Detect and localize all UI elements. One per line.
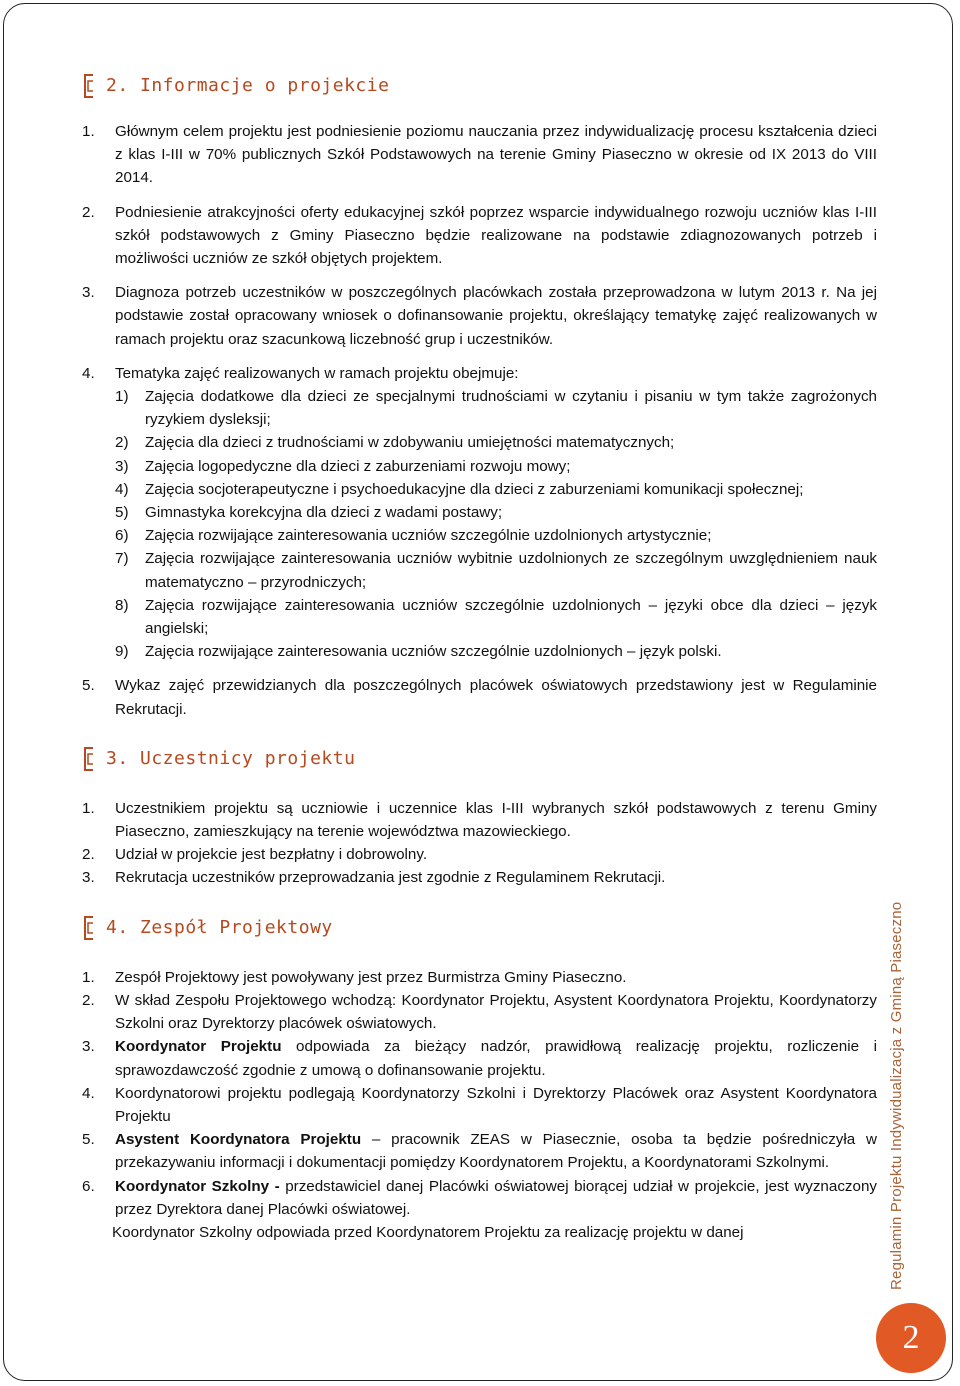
side-caption: Regulamin Projektu Indywidualizacja z Gminą Piaseczno [888,901,905,1290]
list-item: 2. Udział w projekcie jest bezpłatny i dobrowolny. [82,846,428,864]
section-heading-zespol [82,912,877,944]
list-item: 2. W skład Zespołu Projektowego wchodzą: Koordynator Projektu, Asystent Koordynatora Projektu, Koordynatorzy Szkolni oraz Dyrektorzy placówek oświatowych. [82,991,877,1033]
heading-bracket-icon [82,73,96,99]
section-title: 3. Uczestnicy projektu [106,748,356,770]
list-item: 3. Koordynator Projektu odpowiada za bieżący nadzór, prawidłową realizację projektu, rozliczenie i sprawozdawczość zgodnie z umową o dofinansowanie projektu. [82,1038,877,1079]
section-title: 4. Zespół Projektowy [106,917,333,939]
page-number-badge: 2 [876,1303,946,1373]
list-item: 6. Koordynator Szkolny - przedstawiciel danej Placówki oświatowej biorącej udział w projekcie, jest wyznaczony przez Dyrektora danej Placówki oświatowej. [82,1177,877,1218]
sub-list-item: 2) Zajęcia dla dzieci z trudnościami w zdobywaniu umiejętności matematycznych; [115,434,675,452]
list-item: 3. Rekrutacja uczestników przeprowadzania jest zgodnie z Regulaminem Rekrutacji. [82,869,666,887]
sub-list-item: 7) Zajęcia rozwijające zainteresowania uczniów wybitnie uzdolnionych ze szczególnym uwzględnieniem nauk matematyczno – przyrodniczych; [115,550,877,591]
list-item: 1. Zespół Projektowy jest powoływany jest przez Burmistrza Gminy Piaseczno. [82,968,627,986]
list-item: 5. Asystent Koordynatora Projektu – pracownik ZEAS w Piasecznie, osoba ta będzie pośredniczyła w przekazywaniu informacji i dokumentacji pomiędzy Koordynatorem Projektu, a Koordynatorami Szkolnymi. [82,1131,877,1172]
list-item: 1. Głównym celem projektu jest podniesienie poziomu nauczania przez indywidualizację procesu kształcenia dzieci z klas I-III w 70% publicznych Szkół Podstawowych na terenie Gminy Piaseczno w okresie od IX 2013 do VIII 2014. [82,123,877,187]
sub-list-item: 8) Zajęcia rozwijające zainteresowania uczniów szczególnie uzdolnionych – języki obce dla dzieci – język angielski; [115,596,877,638]
list-item: 2. Podniesienie atrakcyjności oferty edukacyjnej szkół poprzez wsparcie indywidualnego rozwoju uczniów klas I-III szkół podstawowych z Gminy Piaseczno będzie realizowane na podstawie zdiagnozowanych potrzeb i możliwości uczniów ze szkół objętych projektem. [82,203,877,268]
sub-list-item: 5) Gimnastyka korekcyjna dla dzieci z wadami postawy; [115,504,503,522]
heading-bracket-icon [82,915,96,941]
section-heading-informacje [82,70,877,102]
section-heading-uczestnicy [82,743,877,775]
sub-list-item: 6) Zajęcia rozwijające zainteresowania uczniów szczególnie uzdolnionych artystycznie; [115,527,712,545]
list-item: 5. Wykaz zajęć przewidzianych dla poszczególnych placówek oświatowych przedstawiony jest w Regulaminie Rekrutacji. [82,677,877,718]
sub-list-item: 3) Zajęcia logopedyczne dla dzieci z zaburzeniami rozwoju mowy; [115,457,571,475]
section-title: 2. Informacje o projekcie [106,75,390,97]
sub-list-item: 1) Zajęcia dodatkowe dla dzieci ze specjalnymi trudnościami w czytaniu i pisaniu w tym także zagrożonych ryzykiem dysleksji; [115,388,877,429]
list-item: 1. Uczestnikiem projektu są uczniowie i uczennice klas I-III wybranych szkół podstawowych z terenu Gminy Piaseczno, zamieszkujący na terenie województwa mazowieckiego. [82,799,877,841]
heading-bracket-icon [82,746,96,772]
document-body [82,70,877,1244]
list-item: 3. Diagnoza potrzeb uczestników w poszczególnych placówkach została przeprowadzona w lutym 2013 r. Na jej podstawie został opracowany wniosek o dofinansowanie projektu, określający tematykę zajęć realizowanych w ramach projektu oraz szacunkową liczebność grup i uczestników. [82,284,877,348]
sub-list-item: 4) Zajęcia socjoterapeutyczne i psychoedukacyjne dla dzieci z zaburzeniami komunikacji społecznej; [115,480,804,498]
list-item: 4. Tematyka zajęć realizowanych w ramach projektu obejmuje: 1) Zajęcia dodatkowe dla dzieci ze specjalnymi trudnościami w czytaniu i pisaniu w tym także zagrożonych ryzykiem dysleksji; 2) Zajęcia dla dzieci z trudnościami w zdobywaniu umiejętności matematycznych; 3) Zajęcia logopedyczne dla dzieci z zaburzeniami rozwoju mowy; 4) Zajęcia socjoterapeutyczne i psychoedukacyjne dla dzieci z zaburzeniami komunikacji społecznej; 5) Gimnastyka korekcyjna dla dzieci z wadami postawy; 6) Zajęcia rozwijające zainteresowania uczniów szczególnie uzdolnionych artystycznie; 7) Zajęcia rozwijające zainteresowania uczniów wybitnie uzdolnionych ze szczególnym uwzględnieniem nauk matematyczno – przyrodniczych; 8) Zajęcia rozwijające zainteresowania uczniów szczególnie uzdolnionych – języki obce dla dzieci – język angielski; 9) Zajęcia rozwijające zainteresowania uczniów szczególnie uzdolnionych – język polski. [82,362,877,664]
list-item: 4. Koordynatorowi projektu podlegają Koordynatorzy Szkolni i Dyrektorzy Placówek oraz Asystent Koordynatora Projektu [82,1084,877,1125]
sub-list-item: 9) Zajęcia rozwijające zainteresowania uczniów szczególnie uzdolnionych – język polski. [115,643,722,661]
trailing-paragraph: Koordynator Szkolny odpowiada przed Koordynatorem Projektu za realizację projektu w danej [112,1223,744,1241]
